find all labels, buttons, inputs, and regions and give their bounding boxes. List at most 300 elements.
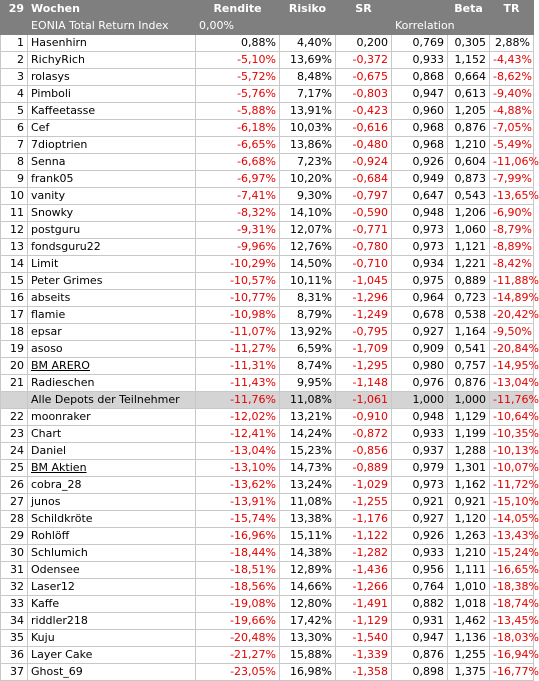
beta-cell: 0,305 [448, 35, 490, 52]
korrelation-cell: 0,769 [392, 35, 448, 52]
tr-cell: -5,49% [490, 137, 534, 154]
table-row [1, 562, 534, 579]
tr-cell: -8,79% [490, 222, 534, 239]
risiko-cell: 8,48% [280, 69, 336, 86]
rank-cell: 15 [1, 273, 28, 290]
korrelation-cell: 0,921 [392, 494, 448, 511]
rendite-cell: 0,88% [196, 35, 280, 52]
sr-cell: -1,436 [336, 562, 392, 579]
tr-cell: -9,50% [490, 324, 534, 341]
table-row [1, 256, 534, 273]
participant-name: Hasenhirn [28, 35, 196, 52]
tr-cell: -16,77% [490, 664, 534, 681]
table-row [1, 511, 534, 528]
tr-cell: -20,84% [490, 341, 534, 358]
rendite-cell: -6,65% [196, 137, 280, 154]
rendite-cell: -12,02% [196, 409, 280, 426]
rendite-cell: -23,05% [196, 664, 280, 681]
rank-cell: 4 [1, 86, 28, 103]
participant-name: epsar [28, 324, 196, 341]
beta-cell: 0,543 [448, 188, 490, 205]
tr-cell: -10,13% [490, 443, 534, 460]
risiko-cell: 14,50% [280, 256, 336, 273]
rendite-cell: -6,68% [196, 154, 280, 171]
sr-header: SR [336, 1, 392, 18]
korrelation-header: Korrelation [392, 18, 490, 35]
beta-cell: 1,018 [448, 596, 490, 613]
tr-cell: -14,05% [490, 511, 534, 528]
risiko-cell: 17,42% [280, 613, 336, 630]
sr-cell: -0,423 [336, 103, 392, 120]
table-row [1, 86, 534, 103]
rank-cell: 34 [1, 613, 28, 630]
participant-name: Kuju [28, 630, 196, 647]
sr-cell: 0,200 [336, 35, 392, 52]
beta-cell: 1,121 [448, 239, 490, 256]
beta-cell: 1,010 [448, 579, 490, 596]
korrelation-cell: 0,933 [392, 545, 448, 562]
beta-cell: 1,221 [448, 256, 490, 273]
table-row [1, 52, 534, 69]
table-row [1, 137, 534, 154]
korrelation-cell: 0,931 [392, 613, 448, 630]
beta-cell: 1,210 [448, 545, 490, 562]
tr-cell: -4,88% [490, 103, 534, 120]
participant-name: Kaffeetasse [28, 103, 196, 120]
tr-cell: -13,43% [490, 528, 534, 545]
table-row [1, 35, 534, 52]
rank-cell: 25 [1, 460, 28, 477]
korrelation-cell: 0,882 [392, 596, 448, 613]
risiko-cell: 15,88% [280, 647, 336, 664]
participant-name: Ghost_69 [28, 664, 196, 681]
rendite-cell: -19,66% [196, 613, 280, 630]
participant-name: Cef [28, 120, 196, 137]
table-row [1, 324, 534, 341]
rank-cell: 14 [1, 256, 28, 273]
table-row [1, 664, 534, 681]
table-row [1, 103, 534, 120]
sr-cell: -1,540 [336, 630, 392, 647]
table-row [1, 426, 534, 443]
tr-cell: -7,05% [490, 120, 534, 137]
beta-header: Beta [448, 1, 490, 18]
subheader-blank-3 [336, 18, 392, 35]
korrelation-cell: 0,964 [392, 290, 448, 307]
rendite-cell: -13,62% [196, 477, 280, 494]
korrelation-cell: 0,948 [392, 409, 448, 426]
participant-name: Peter Grimes [28, 273, 196, 290]
table-row [1, 222, 534, 239]
tr-cell: -16,65% [490, 562, 534, 579]
sr-cell: -0,797 [336, 188, 392, 205]
rendite-cell: -8,32% [196, 205, 280, 222]
risiko-cell: 11,08% [280, 392, 336, 409]
korrelation-cell: 0,980 [392, 358, 448, 375]
korrelation-cell: 0,678 [392, 307, 448, 324]
table-row [1, 375, 534, 392]
participant-name: rolasys [28, 69, 196, 86]
subheader-blank-4 [490, 18, 534, 35]
sr-cell: -1,358 [336, 664, 392, 681]
rank-cell: 30 [1, 545, 28, 562]
table-row [1, 358, 534, 375]
rank-cell: 5 [1, 103, 28, 120]
beta-cell: 1,120 [448, 511, 490, 528]
beta-cell: 1,301 [448, 460, 490, 477]
rank-cell: 29 [1, 528, 28, 545]
sr-cell: -1,709 [336, 341, 392, 358]
participant-name: Laser12 [28, 579, 196, 596]
rendite-cell: -13,04% [196, 443, 280, 460]
risiko-cell: 13,24% [280, 477, 336, 494]
rendite-cell: -13,91% [196, 494, 280, 511]
sr-cell: -0,684 [336, 171, 392, 188]
participant-name: Chart [28, 426, 196, 443]
table-row [1, 154, 534, 171]
beta-cell: 1,000 [448, 392, 490, 409]
risiko-cell: 9,30% [280, 188, 336, 205]
korrelation-cell: 0,933 [392, 52, 448, 69]
beta-cell: 1,205 [448, 103, 490, 120]
sr-cell: -0,856 [336, 443, 392, 460]
tr-cell: -7,99% [490, 171, 534, 188]
table-row [1, 120, 534, 137]
risiko-cell: 14,24% [280, 426, 336, 443]
tr-cell: -11,88% [490, 273, 534, 290]
risiko-cell: 14,66% [280, 579, 336, 596]
beta-cell: 1,263 [448, 528, 490, 545]
rank-cell: 18 [1, 324, 28, 341]
sr-cell: -1,282 [336, 545, 392, 562]
weeks-label: Wochen [28, 1, 196, 18]
rendite-cell: -11,31% [196, 358, 280, 375]
table-row [1, 528, 534, 545]
subheader-blank-2 [280, 18, 336, 35]
korrelation-cell: 0,647 [392, 188, 448, 205]
risiko-cell: 14,10% [280, 205, 336, 222]
korrelation-cell: 0,960 [392, 103, 448, 120]
participant-name: Layer Cake [28, 647, 196, 664]
tr-cell: -10,35% [490, 426, 534, 443]
sr-cell: -0,616 [336, 120, 392, 137]
sr-cell: -1,148 [336, 375, 392, 392]
table-row [1, 613, 534, 630]
korrelation-cell: 0,927 [392, 324, 448, 341]
table-row [1, 647, 534, 664]
risiko-cell: 11,08% [280, 494, 336, 511]
table-row [1, 460, 534, 477]
rank-cell: 37 [1, 664, 28, 681]
risiko-cell: 7,23% [280, 154, 336, 171]
rank-cell: 31 [1, 562, 28, 579]
rendite-cell: -18,44% [196, 545, 280, 562]
table-row [1, 596, 534, 613]
tr-cell: -11,76% [490, 392, 534, 409]
benchmark-index-rendite: 0,00% [196, 18, 280, 35]
rank-cell: 19 [1, 341, 28, 358]
sr-cell: -0,480 [336, 137, 392, 154]
tr-cell: -8,62% [490, 69, 534, 86]
risiko-cell: 6,59% [280, 341, 336, 358]
korrelation-cell: 0,947 [392, 630, 448, 647]
subheader-blank [1, 18, 28, 35]
participant-name: Odensee [28, 562, 196, 579]
sr-cell: -1,339 [336, 647, 392, 664]
participant-name: Schildkröte [28, 511, 196, 528]
participant-name: Daniel [28, 443, 196, 460]
rank-cell: 1 [1, 35, 28, 52]
risiko-header: Risiko [280, 1, 336, 18]
sr-cell: -1,122 [336, 528, 392, 545]
tr-cell: -10,07% [490, 460, 534, 477]
beta-cell: 0,604 [448, 154, 490, 171]
risiko-cell: 14,38% [280, 545, 336, 562]
participant-name: Alle Depots der Teilnehmer [28, 392, 196, 409]
rendite-cell: -11,43% [196, 375, 280, 392]
beta-cell: 1,164 [448, 324, 490, 341]
korrelation-cell: 0,933 [392, 426, 448, 443]
risiko-cell: 16,98% [280, 664, 336, 681]
rank-cell: 24 [1, 443, 28, 460]
rendite-cell: -11,76% [196, 392, 280, 409]
korrelation-header-spacer [392, 1, 448, 18]
beta-cell: 0,757 [448, 358, 490, 375]
rank-cell: 21 [1, 375, 28, 392]
sr-cell: -1,249 [336, 307, 392, 324]
beta-cell: 0,921 [448, 494, 490, 511]
rank-cell: 12 [1, 222, 28, 239]
sr-cell: -1,255 [336, 494, 392, 511]
beta-cell: 0,876 [448, 375, 490, 392]
rendite-cell: -7,41% [196, 188, 280, 205]
rendite-cell: -5,72% [196, 69, 280, 86]
beta-cell: 1,210 [448, 137, 490, 154]
rendite-cell: -19,08% [196, 596, 280, 613]
risiko-cell: 12,76% [280, 239, 336, 256]
korrelation-cell: 0,973 [392, 477, 448, 494]
rendite-cell: -16,96% [196, 528, 280, 545]
table-row [1, 477, 534, 494]
risiko-cell: 13,30% [280, 630, 336, 647]
beta-cell: 0,664 [448, 69, 490, 86]
rank-cell [1, 392, 28, 409]
risiko-cell: 4,40% [280, 35, 336, 52]
rank-cell: 13 [1, 239, 28, 256]
participant-name: flamie [28, 307, 196, 324]
beta-cell: 0,876 [448, 120, 490, 137]
participant-name: Rohlöff [28, 528, 196, 545]
table-row [1, 545, 534, 562]
korrelation-cell: 0,973 [392, 239, 448, 256]
risiko-cell: 10,03% [280, 120, 336, 137]
sr-cell: -0,372 [336, 52, 392, 69]
risiko-cell: 13,21% [280, 409, 336, 426]
participant-name: Senna [28, 154, 196, 171]
risiko-cell: 13,92% [280, 324, 336, 341]
sr-cell: -0,872 [336, 426, 392, 443]
rendite-cell: -5,76% [196, 86, 280, 103]
korrelation-cell: 0,979 [392, 460, 448, 477]
rendite-header: Rendite [196, 1, 280, 18]
risiko-cell: 8,31% [280, 290, 336, 307]
rank-cell: 23 [1, 426, 28, 443]
korrelation-cell: 0,934 [392, 256, 448, 273]
tr-cell: -13,04% [490, 375, 534, 392]
participant-name: Schlumich [28, 545, 196, 562]
participant-name: fondsguru22 [28, 239, 196, 256]
tr-cell: -6,90% [490, 205, 534, 222]
rendite-cell: -5,88% [196, 103, 280, 120]
risiko-cell: 10,20% [280, 171, 336, 188]
tr-cell: -13,45% [490, 613, 534, 630]
rank-cell: 28 [1, 511, 28, 528]
participant-name: BM Aktien [28, 460, 196, 477]
tr-cell: -4,43% [490, 52, 534, 69]
participant-name: junos [28, 494, 196, 511]
participant-name: Pimboli [28, 86, 196, 103]
participant-name: abseits [28, 290, 196, 307]
rank-cell: 6 [1, 120, 28, 137]
rendite-cell: -10,29% [196, 256, 280, 273]
beta-cell: 1,375 [448, 664, 490, 681]
beta-cell: 1,111 [448, 562, 490, 579]
beta-cell: 1,060 [448, 222, 490, 239]
korrelation-cell: 0,976 [392, 375, 448, 392]
risiko-cell: 12,89% [280, 562, 336, 579]
benchmark-index-name: EONIA Total Return Index [28, 18, 196, 35]
weeks-count: 29 [1, 1, 28, 18]
risiko-cell: 12,07% [280, 222, 336, 239]
korrelation-cell: 0,898 [392, 664, 448, 681]
korrelation-cell: 0,968 [392, 120, 448, 137]
korrelation-cell: 1,000 [392, 392, 448, 409]
rank-cell: 26 [1, 477, 28, 494]
sr-cell: -0,803 [336, 86, 392, 103]
table-row [1, 341, 534, 358]
tr-cell: -18,74% [490, 596, 534, 613]
rank-cell: 3 [1, 69, 28, 86]
rank-cell: 17 [1, 307, 28, 324]
table-row [1, 494, 534, 511]
korrelation-cell: 0,764 [392, 579, 448, 596]
beta-cell: 1,288 [448, 443, 490, 460]
korrelation-cell: 0,948 [392, 205, 448, 222]
tr-cell: -10,64% [490, 409, 534, 426]
rendite-cell: -10,57% [196, 273, 280, 290]
beta-cell: 1,255 [448, 647, 490, 664]
tr-cell: -8,89% [490, 239, 534, 256]
rank-cell: 27 [1, 494, 28, 511]
beta-cell: 0,889 [448, 273, 490, 290]
rendite-cell: -10,77% [196, 290, 280, 307]
rendite-cell: -10,98% [196, 307, 280, 324]
rendite-cell: -9,96% [196, 239, 280, 256]
participant-name: vanity [28, 188, 196, 205]
risiko-cell: 15,23% [280, 443, 336, 460]
rank-cell: 20 [1, 358, 28, 375]
korrelation-cell: 0,975 [392, 273, 448, 290]
risiko-cell: 13,69% [280, 52, 336, 69]
rank-cell: 11 [1, 205, 28, 222]
rank-cell: 7 [1, 137, 28, 154]
sr-cell: -1,176 [336, 511, 392, 528]
risiko-cell: 14,73% [280, 460, 336, 477]
korrelation-cell: 0,926 [392, 528, 448, 545]
korrelation-cell: 0,876 [392, 647, 448, 664]
table-row [1, 630, 534, 647]
risiko-cell: 15,11% [280, 528, 336, 545]
rank-cell: 35 [1, 630, 28, 647]
tr-cell: -13,65% [490, 188, 534, 205]
risiko-cell: 7,17% [280, 86, 336, 103]
sr-cell: -0,795 [336, 324, 392, 341]
average-row [1, 392, 534, 409]
rank-cell: 33 [1, 596, 28, 613]
rendite-cell: -20,48% [196, 630, 280, 647]
table-row [1, 579, 534, 596]
sr-cell: -1,295 [336, 358, 392, 375]
risiko-cell: 8,74% [280, 358, 336, 375]
participant-name: riddler218 [28, 613, 196, 630]
participant-name: Snowky [28, 205, 196, 222]
risiko-cell: 13,86% [280, 137, 336, 154]
tr-cell: -18,38% [490, 579, 534, 596]
tr-cell: -15,24% [490, 545, 534, 562]
rendite-cell: -11,07% [196, 324, 280, 341]
sr-cell: -0,889 [336, 460, 392, 477]
tr-cell: -14,89% [490, 290, 534, 307]
korrelation-cell: 0,909 [392, 341, 448, 358]
beta-cell: 1,462 [448, 613, 490, 630]
rank-cell: 10 [1, 188, 28, 205]
korrelation-cell: 0,949 [392, 171, 448, 188]
tr-header: TR [490, 1, 534, 18]
participant-name: BM ARERO [28, 358, 196, 375]
table-row [1, 205, 534, 222]
rendite-cell: -6,18% [196, 120, 280, 137]
participant-name: postguru [28, 222, 196, 239]
rendite-cell: -13,10% [196, 460, 280, 477]
sr-cell: -1,061 [336, 392, 392, 409]
beta-cell: 1,162 [448, 477, 490, 494]
beta-cell: 1,152 [448, 52, 490, 69]
participant-name: cobra_28 [28, 477, 196, 494]
rank-cell: 8 [1, 154, 28, 171]
beta-cell: 0,873 [448, 171, 490, 188]
table-row [1, 171, 534, 188]
korrelation-cell: 0,947 [392, 86, 448, 103]
rank-cell: 22 [1, 409, 28, 426]
sr-cell: -0,780 [336, 239, 392, 256]
korrelation-cell: 0,937 [392, 443, 448, 460]
beta-cell: 1,206 [448, 205, 490, 222]
table-row [1, 239, 534, 256]
table-row [1, 188, 534, 205]
rendite-cell: -6,97% [196, 171, 280, 188]
participant-name: asoso [28, 341, 196, 358]
risiko-cell: 13,91% [280, 103, 336, 120]
rendite-cell: -5,10% [196, 52, 280, 69]
sr-cell: -0,710 [336, 256, 392, 273]
tr-cell: -20,42% [490, 307, 534, 324]
tr-cell: -14,95% [490, 358, 534, 375]
sr-cell: -1,296 [336, 290, 392, 307]
risiko-cell: 8,79% [280, 307, 336, 324]
tr-cell: -11,72% [490, 477, 534, 494]
korrelation-cell: 0,927 [392, 511, 448, 528]
table-row [1, 290, 534, 307]
